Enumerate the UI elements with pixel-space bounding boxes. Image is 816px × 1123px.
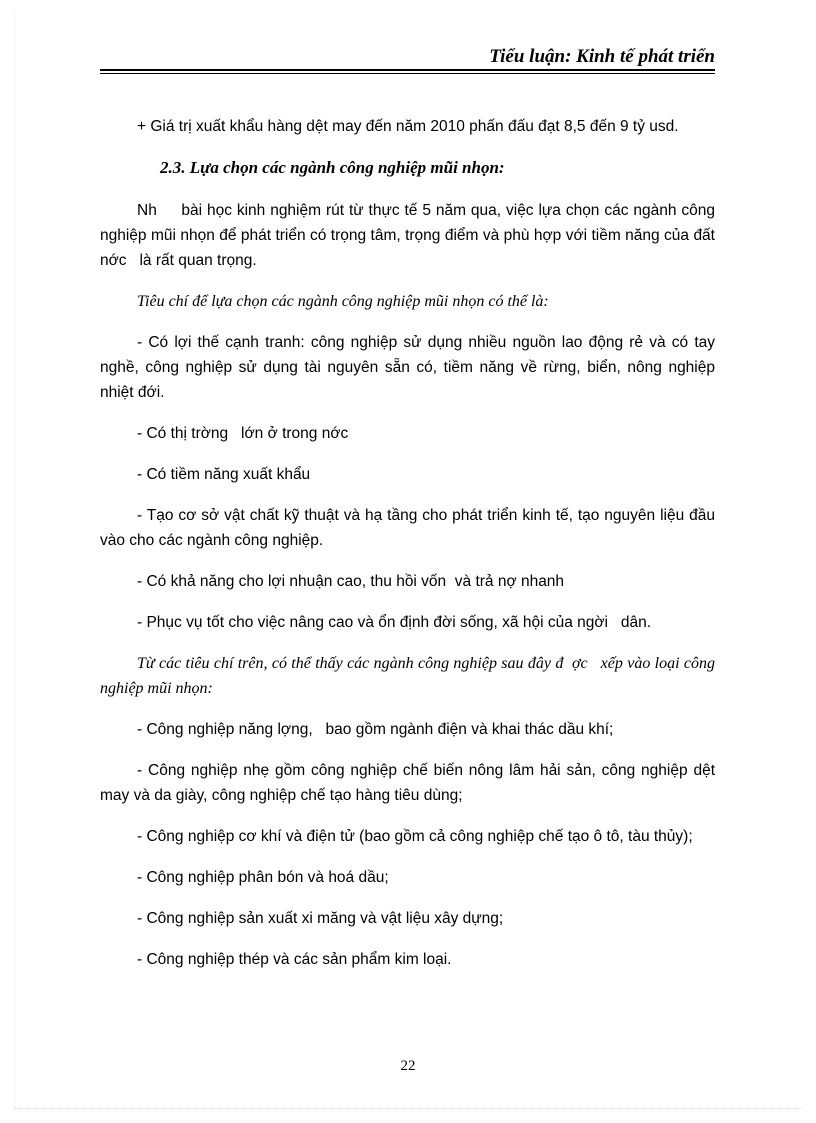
page-number: 22: [400, 1058, 416, 1074]
criteria-item: - Có khả năng cho lợi nhuận cao, thu hồi vốn và trả nợ nhanh: [137, 573, 565, 590]
industry-item: - Công nghiệp năng lợng, bao gồm ngành điện và khai thác dầu khí;: [137, 721, 614, 738]
industry-item: - Công nghiệp sản xuất xi măng và vật liệu xây dựng;: [137, 910, 504, 927]
industry-item: - Công nghiệp phân bón và hoá dầu;: [137, 869, 389, 886]
header-rule-thin: [100, 73, 715, 74]
header-rule-thick: [100, 69, 715, 71]
criteria-item: - Phục vụ tốt cho việc nâng cao và ổn định đời sống, xã hội của ngời dân.: [137, 614, 652, 631]
criteria-item: - Tạo cơ sở vật chất kỹ thuật và hạ tầng cho phát triển kinh tế, tạo nguyên liệu đầu vào cho các ngành công nghiệp.: [100, 507, 715, 549]
industry-item: - Công nghiệp nhẹ gồm công nghiệp chế biến nông lâm hải sản, công nghiệp dệt may và da giày, công nghiệp chế tạo hàng tiêu dùng;: [100, 762, 715, 804]
intro-item: + Giá trị xuất khẩu hàng dệt may đến năm 2010 phấn đấu đạt 8,5 đến 9 tỷ usd.: [137, 118, 679, 135]
document-body: [100, 114, 720, 988]
criteria-item: - Có tiềm năng xuất khẩu: [137, 466, 311, 483]
page-left-border: [14, 10, 15, 1109]
page-bottom-border: [14, 1108, 802, 1109]
section-heading: 2.3. Lựa chọn các ngành công nghiệp mũi nhọn:: [160, 158, 505, 177]
header-title: Tiểu luận: Kinh tế phát triển: [489, 46, 715, 67]
industries-lead: Từ các tiêu chí trên, có thể thấy các ngành công nghiệp sau đây đ ợc xếp vào loại công nghiệp mũi nhọn:: [100, 655, 719, 697]
criteria-item: - Có lợi thế cạnh tranh: công nghiệp sử dụng nhiều nguồn lao động rẻ và có tay nghề, công nghiệp sử dụng tài nguyên sẵn có, tiềm năng về rừng, biển, nông nghiệp nhiệt đới.: [100, 334, 715, 401]
criteria-lead: Tiêu chí để lựa chọn các ngành công nghiệp mũi nhọn có thể là:: [137, 293, 549, 310]
criteria-item: - Có thị trờng lớn ở trong nớc: [137, 425, 349, 442]
industry-item: - Công nghiệp cơ khí và điện tử (bao gồm cả công nghiệp chế tạo ô tô, tàu thủy);: [137, 828, 693, 845]
paragraph-intro: Nh bài học kinh nghiệm rút từ thực tế 5 năm qua, việc lựa chọn các ngành công nghiệp mũi nhọn để phát triển có trọng tâm, trọng điểm và phù hợp với tiềm năng của đất nớc là rất quan trọng.: [100, 202, 720, 269]
industry-item: - Công nghiệp thép và các sản phẩm kim loại.: [137, 951, 452, 968]
